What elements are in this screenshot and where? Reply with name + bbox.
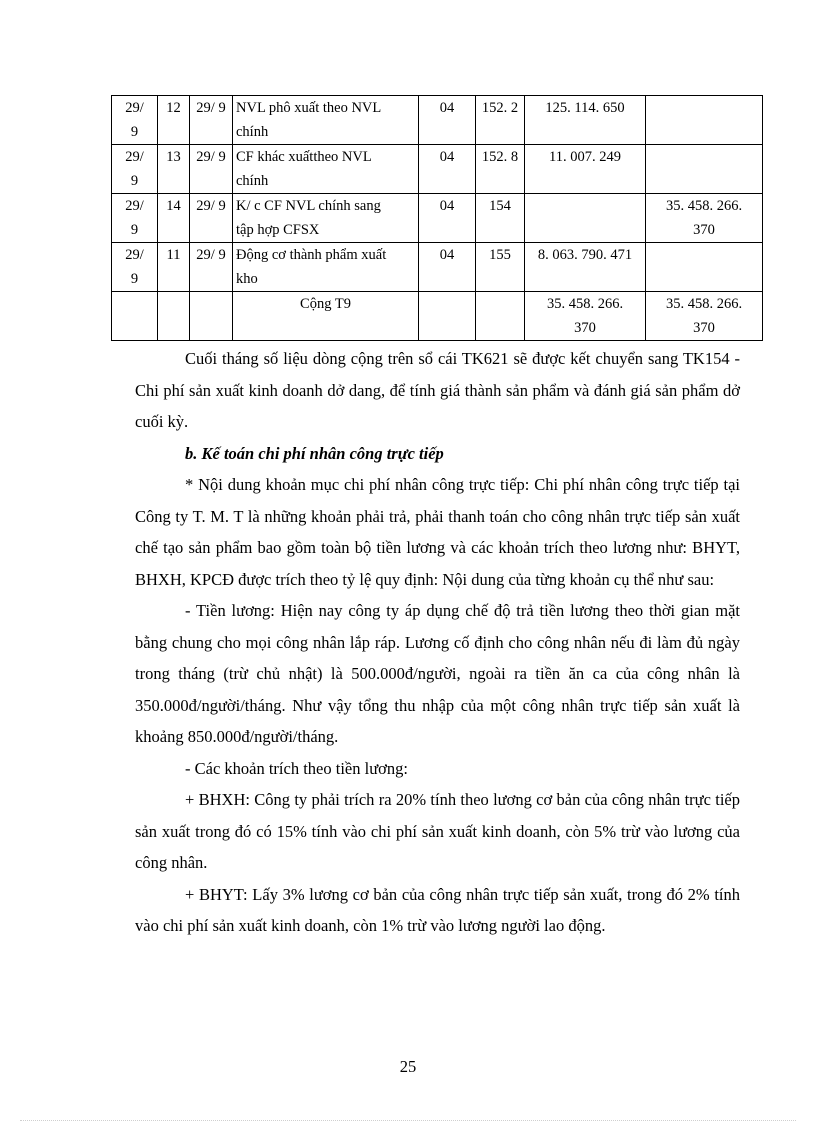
- empty-cell: [158, 292, 190, 341]
- paragraph-bhyt: + BHYT: Lấy 3% lương cơ bản của công nhân trực tiếp sản xuất, trong đó 2% tính vào chi phí sản xuất kinh doanh, còn 1% trừ vào lương người lao động.: [135, 884, 740, 935]
- account-cell: 152. 8: [476, 145, 525, 194]
- debit-cell: [525, 194, 646, 243]
- total-credit-cell: 35. 458. 266. 370: [646, 292, 763, 341]
- journal-page-cell: 04: [419, 96, 476, 145]
- empty-cell: [476, 292, 525, 341]
- ledger-table: [111, 95, 763, 341]
- credit-cell: [646, 243, 763, 292]
- description-cell: Động cơ thành phẩm xuất kho: [233, 243, 419, 292]
- paragraph-deductions: - Các khoản trích theo tiền lương:: [185, 758, 408, 778]
- paragraph-salary: - Tiền lương: Hiện nay công ty áp dụng chế độ trả tiền lương theo thời gian mặt bằng chung cho mọi công nhân lắp ráp. Lương cố định cho công nhân nếu đi làm đủ ngày trong tháng (trừ chủ nhật) là 500.000đ/người, ngoài ra tiền ăn ca của công nhân là 350.000đ/người/tháng. Như vậy tổng thu nhập của một công nhân trực tiếp sản xuất là khoảng 850.000đ/người/tháng.: [135, 601, 740, 746]
- credit-cell: [646, 145, 763, 194]
- voucher-number-cell: 13: [158, 145, 190, 194]
- debit-cell: 125. 114. 650: [525, 96, 646, 145]
- entry-date-cell: 29/ 9: [112, 243, 158, 292]
- description-cell: NVL phô xuất theo NVL chính: [233, 96, 419, 145]
- voucher-date-cell: 29/ 9: [190, 145, 233, 194]
- body-text: [135, 343, 740, 942]
- bottom-divider: [20, 1120, 796, 1121]
- journal-page-cell: 04: [419, 243, 476, 292]
- voucher-number-cell: 14: [158, 194, 190, 243]
- account-cell: 154: [476, 194, 525, 243]
- journal-page-cell: 04: [419, 194, 476, 243]
- description-cell: CF khác xuấttheo NVL chính: [233, 145, 419, 194]
- entry-date-cell: 29/ 9: [112, 145, 158, 194]
- paragraph-bhxh: + BHXH: Công ty phải trích ra 20% tính theo lương cơ bản của công nhân trực tiếp sản xuất trong đó có 15% tính vào chi phí sản xuất kinh doanh, còn 5% trừ vào lương của công nhân.: [135, 790, 740, 872]
- voucher-date-cell: 29/ 9: [190, 96, 233, 145]
- total-debit-cell: 35. 458. 266. 370: [525, 292, 646, 341]
- paragraph-labor-cost: * Nội dung khoản mục chi phí nhân công trực tiếp: Chi phí nhân công trực tiếp tại Công ty T. M. T là những khoản phải trả, phải thanh toán cho công nhân trực tiếp sản xuất chế tạo sản phẩm bao gồm toàn bộ tiền lương và các khoản trích theo lương như: BHYT, BHXH, KPCĐ được trích theo tỷ lệ quy định: Nội dung của từng khoản cụ thể như sau:: [135, 475, 740, 589]
- paragraph-closing-entry: Cuối tháng số liệu dòng cộng trên sổ cái TK621 sẽ được kết chuyển sang TK154 - Chi phí sản xuất kinh doanh dở dang, để tính giá thành sản phẩm và đánh giá sản phẩm dở cuối kỳ.: [135, 349, 740, 431]
- total-row: [112, 292, 763, 341]
- voucher-date-cell: 29/ 9: [190, 243, 233, 292]
- empty-cell: [190, 292, 233, 341]
- voucher-number-cell: 11: [158, 243, 190, 292]
- debit-cell: 8. 063. 790. 471: [525, 243, 646, 292]
- total-label-cell: Cộng T9: [233, 292, 419, 341]
- voucher-number-cell: 12: [158, 96, 190, 145]
- account-cell: 152. 2: [476, 96, 525, 145]
- entry-date-cell: 29/ 9: [112, 96, 158, 145]
- table-row: [112, 194, 763, 243]
- account-cell: 155: [476, 243, 525, 292]
- debit-cell: 11. 007. 249: [525, 145, 646, 194]
- description-cell: K/ c CF NVL chính sang tập hợp CFSX: [233, 194, 419, 243]
- entry-date-cell: 29/ 9: [112, 194, 158, 243]
- credit-cell: [646, 96, 763, 145]
- journal-page-cell: 04: [419, 145, 476, 194]
- page-number: 25: [399, 1057, 417, 1076]
- table-row: [112, 243, 763, 292]
- credit-cell: 35. 458. 266. 370: [646, 194, 763, 243]
- section-heading: b. Kế toán chi phí nhân công trực tiếp: [185, 443, 444, 463]
- voucher-date-cell: 29/ 9: [190, 194, 233, 243]
- empty-cell: [112, 292, 158, 341]
- empty-cell: [419, 292, 476, 341]
- ledger-body: [112, 96, 763, 341]
- table-row: [112, 145, 763, 194]
- table-row: [112, 96, 763, 145]
